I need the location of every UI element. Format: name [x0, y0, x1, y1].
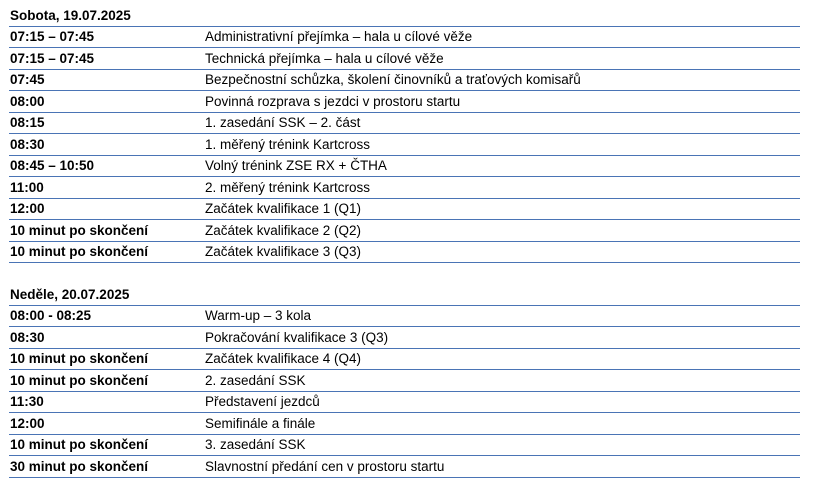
row-time: 12:00	[10, 415, 45, 431]
row-time: 07:15 – 07:45	[10, 29, 95, 44]
row-event: 2. zasedání SSK	[205, 372, 306, 388]
schedule-row	[9, 220, 800, 242]
row-event: Slavnostní předání cen v prostoru startu	[205, 458, 445, 474]
row-time: 08:00	[10, 93, 45, 109]
row-event: Pokračování kvalifikace 3 (Q3)	[205, 329, 389, 345]
schedule-row	[9, 27, 800, 49]
row-event: Představení jezdců	[205, 394, 320, 409]
row-event: Povinná rozprava s jezdci v prostoru startu	[205, 93, 461, 109]
row-time: 07:45	[10, 72, 45, 87]
schedule-row	[9, 349, 800, 371]
schedule-row	[9, 70, 800, 92]
row-time: 08:30	[10, 136, 45, 152]
schedule-row	[9, 91, 800, 113]
schedule-row	[9, 392, 800, 414]
schedule-row	[9, 435, 800, 457]
row-event: Bezpečnostní schůzka, školení činovníků a traťových komisařů	[205, 72, 581, 87]
row-time: 30 minut po skončení	[10, 458, 149, 474]
row-time: 10 minut po skončení	[10, 437, 149, 452]
row-time: 08:30	[10, 329, 45, 345]
schedule-document	[9, 5, 800, 478]
schedule-row	[9, 177, 800, 199]
row-event: 3. zasedání SSK	[205, 437, 306, 452]
row-event: Začátek kvalifikace 2 (Q2)	[205, 222, 362, 238]
day-header	[9, 5, 800, 27]
row-event: Volný trénink ZSE RX + ČTHA	[205, 158, 387, 173]
row-time: 07:15 – 07:45	[10, 50, 95, 66]
row-time: 10 minut po skončení	[10, 372, 149, 388]
row-time: 08:15	[10, 115, 45, 130]
day-title: Sobota, 19.07.2025	[10, 7, 131, 23]
row-time: 10 minut po skončení	[10, 244, 149, 259]
row-time: 08:00 - 08:25	[10, 308, 92, 323]
row-event: 2. měřený trénink Kartcross	[205, 179, 371, 195]
schedule-row	[9, 199, 800, 221]
schedule-row	[9, 242, 800, 264]
row-event: Začátek kvalifikace 4 (Q4)	[205, 351, 362, 366]
schedule-row	[9, 306, 800, 328]
row-event: 1. zasedání SSK – 2. část	[205, 115, 361, 130]
day-section-sunday	[9, 284, 800, 478]
schedule-row	[9, 327, 800, 349]
row-time: 08:45 – 10:50	[10, 158, 95, 173]
row-event: Začátek kvalifikace 3 (Q3)	[205, 244, 362, 259]
row-time: 11:00	[10, 179, 44, 195]
schedule-row	[9, 413, 800, 435]
section-spacer	[9, 263, 800, 284]
schedule-row	[9, 370, 800, 392]
row-event: Semifinále a finále	[205, 415, 316, 431]
day-title: Neděle, 20.07.2025	[10, 286, 130, 302]
schedule-row	[9, 48, 800, 70]
row-time: 10 minut po skončení	[10, 351, 149, 366]
schedule-row	[9, 134, 800, 156]
row-event: Administrativní přejímka – hala u cílové věže	[205, 29, 473, 44]
row-event: Warm-up – 3 kola	[205, 308, 312, 323]
row-time: 12:00	[10, 201, 45, 216]
row-event: Začátek kvalifikace 1 (Q1)	[205, 201, 362, 216]
row-time: 11:30	[10, 394, 44, 409]
day-section-saturday	[9, 5, 800, 263]
schedule-row	[9, 156, 800, 178]
row-time: 10 minut po skončení	[10, 222, 149, 238]
schedule-row	[9, 456, 800, 478]
row-event: 1. měřený trénink Kartcross	[205, 136, 371, 152]
row-event: Technická přejímka – hala u cílové věže	[205, 50, 444, 66]
day-header	[9, 284, 800, 306]
schedule-row	[9, 113, 800, 135]
